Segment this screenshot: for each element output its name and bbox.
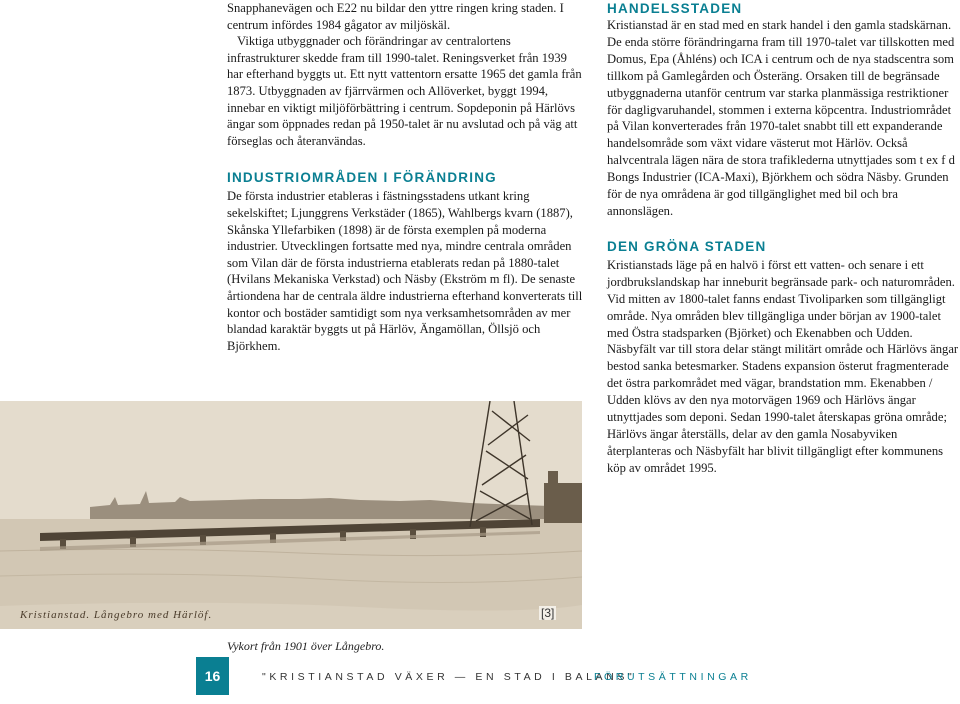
- section-heading-industry: INDUSTRIOMRÅDEN I FÖRÄNDRING: [227, 170, 497, 186]
- postcard-illustration: [0, 401, 582, 629]
- section-heading-green: DEN GRÖNA STADEN: [607, 238, 767, 254]
- right-column: [607, 0, 960, 477]
- intro-paragraph-2: Viktiga utbyggnader och förändringar av centralortens infrastrukturer skedde fram till 1990-talet. Reningsverket från 1939 har efterhand byggts ut. Ett nytt vattentorn ersatte 1965 det gamla från 1873. Utbyggnaden av fjärrvärmen och Allöverket, byggt 1994, innebar en viktigt miljöförbättring i centrum. Sopdeponin på Härlövs ängar som öppnades redan på 1950-talet är nu avslutad och på väg att förseglas och återanvändas.: [227, 34, 582, 148]
- section-name: FÖRUTSÄTTNINGAR: [594, 671, 752, 683]
- photo-reference: [3]: [541, 606, 555, 620]
- photo-caption: Vykort från 1901 över Långebro.: [227, 639, 385, 653]
- section-heading-trade: HANDELSSTADEN: [607, 1, 743, 16]
- postcard-photo: [0, 401, 582, 629]
- postcard-caption: Kristianstad. Långebro med Härlöf.: [20, 609, 213, 621]
- industry-paragraph: De första industrier etableras i fästningsstadens utkant kring sekelskiftet; Ljunggrens Verkstäder (1865), Wahlbergs kvarn (1887), Skånska Yllefarbiken (1898) är de första exemplen på moderna industrier. Utvecklingen fortsatte med nya, mindre centrala områden som Vilan där de första industrierna etablerats redan på 1880-talet (Hvilans Mekaniska Verkstad) och Näsby (Ekström m fl). De senaste årtiondena har de centrala äldre industrierna efterhand konverterats till kontor och bostäder samtidigt som nya verksamhetsområden av mer blandad karaktär byggts ut på Härlöv, Ängamöllan, Öllsjö och Björkhem.: [227, 189, 583, 353]
- intro-paragraph: Snapphanevägen och E22 nu bildar den yttre ringen kring staden. I centrum infördes 1984 gågator av miljöskäl.: [227, 1, 564, 32]
- trade-paragraph: Kristianstad är en stad med en stark handel i den gamla stadskärnan. De enda större förändringarna fram till 1970-talet var tillskotten med Domus, Epa (Åhléns) och ICA i centrum och de nya stadscentra som tillkom på Gamlegården och Österäng. Orsaken till de begränsade utbyggnaderna utanför centrum var starka planmässiga restriktioner för dagligvaruhandel, stommen i externa köpcentra. Industriområdet på Vilan konverterades från 1970-talet snabbt till ett expanderande handelsområde som växt vidare västerut mot Härlöv. Också halvcentrala lägen nära de stora trafiklederna utnyttjades som t ex f d Bongs Industrier (ICA-Maxi), Björkhem och södra Näsby. Grunden för de nya områdena är god tillgänglighet med bil och bra annonslägen.: [607, 18, 955, 218]
- green-paragraph: Kristianstads läge på en halvö i först ett vatten- och senare i ett jordbrukslandskap har inneburit begränsade park- och naturområden. Vid mitten av 1800-talet fanns endast Tivoliparken som tillgängligt område. Nya områden blev tillgängliga under början av 1900-talet med Östra stadsparken (Björket) och Ekenabben och Udden. Näsbyfält var till stora delar stängt militärt område och Härlövs ängar bestod sanka betesmarker. Stadens expansion österut fragmenterade det östra parkområdet med vägar, brandstation mm. Ekenabben / Udden klövs av den nya motorvägen 1969 och Härlövs ängar utnyttjades som deponi. Sedan 1990-talet återskapas gröna område; Härlövs ängar återställs, delar av den gamla Nosabyviken återplanteras och Näsbyfält har blivit tillgängligt efter kommunens köp av området 1995.: [607, 257, 959, 475]
- page-number: 16: [196, 657, 229, 695]
- left-column: [227, 0, 584, 354]
- document-title: "KRISTIANSTAD VÄXER — EN STAD I BALANS": [262, 671, 636, 683]
